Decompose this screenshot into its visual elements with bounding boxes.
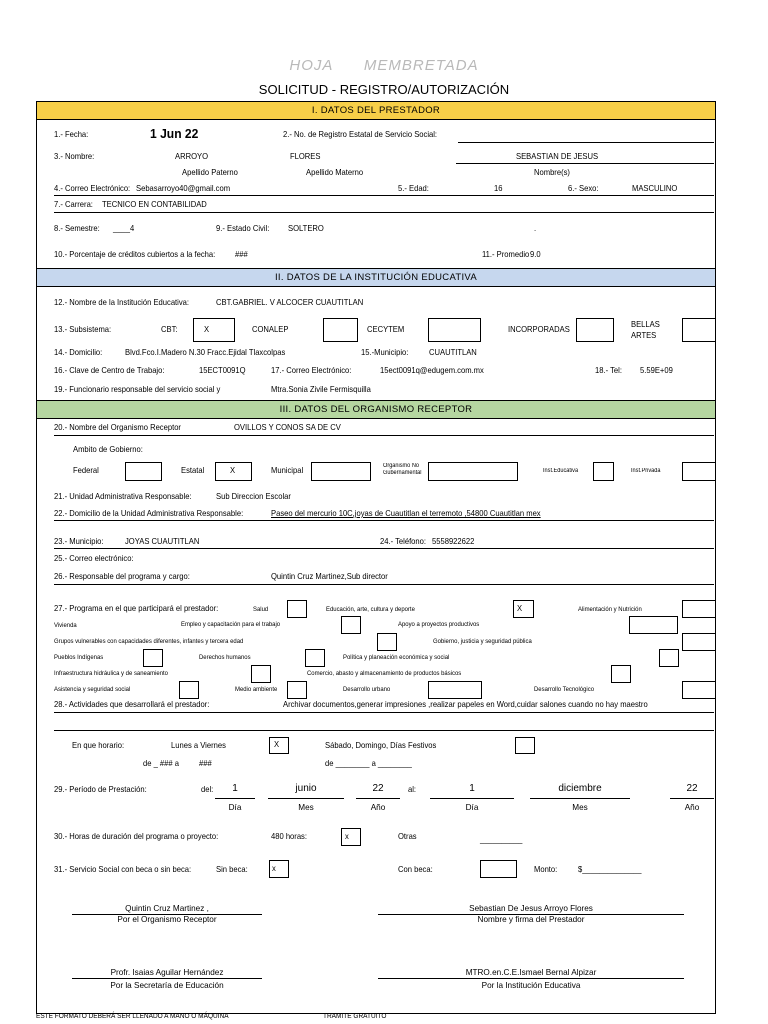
institucion-value[interactable]: CBT.GABRIEL. V ALCOCER CUAUTITLAN — [216, 298, 364, 307]
estatal-mark: X — [230, 466, 236, 475]
con-beca-checkbox[interactable] — [480, 860, 517, 878]
firma-prestador-nombre: Sebastian De Jesus Arroyo Flores — [469, 904, 593, 913]
sexo-value[interactable]: MASCULINO — [632, 184, 678, 193]
nombre-label: 3.- Nombre: — [54, 152, 95, 161]
firma-organismo-nombre: Quintin Cruz Martinez , — [125, 904, 209, 913]
beca-label: 31.- Servicio Social con beca o sin beca: — [54, 865, 192, 874]
horario-fs-range[interactable]: de ________ a ________ — [325, 759, 412, 768]
asistencia-checkbox[interactable] — [179, 681, 199, 699]
cecytem-checkbox[interactable] — [428, 318, 481, 342]
unidad-value[interactable]: Sub Direccion Escolar — [216, 492, 291, 501]
apoyo-label: Apoyo a proyectos productivos — [398, 621, 480, 628]
dot-mark: . — [534, 224, 537, 233]
medio-ambiente-label: Medio ambiente — [235, 686, 278, 693]
inicio-dia[interactable]: 1 — [232, 783, 238, 794]
gobierno-checkbox[interactable] — [682, 633, 716, 651]
semestre-label: 8.- Semestre: — [54, 224, 100, 233]
organismo-line — [54, 435, 714, 436]
firma-institucion-line — [378, 978, 684, 979]
clave-label: 16.- Clave de Centro de Trabajo: — [54, 366, 165, 375]
telefono-org-label: 24.- Teléfono: — [380, 537, 427, 546]
incorporadas-label: INCORPORADAS — [508, 325, 570, 334]
programa-label: 27.- Programa en el que participará el prestador: — [54, 604, 219, 613]
sin-beca-mark: x — [272, 864, 276, 873]
fin-mes-line — [530, 798, 630, 799]
inst-educativa-label: Inst.Educativa — [543, 468, 579, 474]
footer-right: TRAMITE GRATUITO — [323, 1013, 387, 1020]
registro-line[interactable] — [458, 142, 714, 143]
bellas-artes-checkbox[interactable] — [682, 318, 716, 342]
correo-value[interactable]: Sebasarroyo40@gmail.com — [136, 184, 231, 193]
correo-label: 4.- Correo Electrónico: — [54, 184, 131, 193]
municipio-org-line — [54, 548, 714, 549]
comercio-checkbox[interactable] — [611, 665, 631, 683]
educacion-label: Educación, arte, cultura y deporte — [326, 606, 415, 613]
firma-secretaria-nombre: Profr. Isaias Aguilar Hernández — [110, 968, 224, 977]
sin-beca-checkbox[interactable] — [269, 860, 289, 878]
inicio-dia-line — [215, 798, 255, 799]
al-label: al: — [408, 785, 417, 794]
actividades-line-1 — [54, 712, 714, 713]
municipal-checkbox[interactable] — [311, 462, 371, 481]
fin-mes-caption: Mes — [572, 803, 588, 812]
horas-mark: x — [345, 832, 349, 841]
inst-privada-checkbox[interactable] — [682, 462, 716, 481]
institucion-label: 12.- Nombre de la Institución Educativa: — [54, 298, 190, 307]
otras-label: Otras — [398, 832, 417, 841]
tecnologico-checkbox[interactable] — [682, 681, 716, 699]
responsable-label: 26.- Responsable del programa y cargo: — [54, 572, 190, 581]
municipio-org-value[interactable]: JOYAS CUAUTITLAN — [125, 537, 200, 546]
cbt-label: CBT: — [161, 325, 178, 334]
domicilio-label: 14.- Domicilio: — [54, 348, 103, 357]
firma-secretaria-line — [72, 978, 262, 979]
horario-lv-end[interactable]: ### — [199, 759, 212, 768]
educacion-checkbox[interactable] — [513, 600, 534, 618]
derechos-checkbox[interactable] — [305, 649, 325, 667]
infraestructura-label: Infraestructura hidráulica y de saneamiento — [54, 670, 168, 677]
medio-ambiente-checkbox[interactable] — [287, 681, 307, 699]
alimentacion-label: Alimentación y Nutrición — [578, 606, 642, 613]
actividades-line-2 — [54, 730, 714, 731]
sabado-label: Sábado, Domingo, Días Festivos — [325, 741, 437, 750]
pueblos-checkbox[interactable] — [143, 649, 163, 667]
alimentacion-checkbox[interactable] — [682, 600, 716, 618]
fin-anio[interactable]: 22 — [686, 783, 698, 794]
inicio-anio[interactable]: 22 — [372, 783, 384, 794]
urbano-checkbox[interactable] — [428, 681, 482, 699]
organismo-value[interactable]: OVILLOS Y CONOS SA DE CV — [234, 423, 341, 432]
politica-checkbox[interactable] — [659, 649, 679, 667]
clave-value[interactable]: 15ECT0091Q — [199, 366, 246, 375]
federal-checkbox[interactable] — [125, 462, 162, 481]
domicilio-unidad-label: 22.- Domicilio de la Unidad Administrativa Responsable: — [54, 509, 244, 518]
carrera-value[interactable]: TECNICO EN CONTABILIDAD — [102, 200, 207, 209]
sexo-label: 6.- Sexo: — [568, 184, 599, 193]
del-label: del: — [201, 785, 214, 794]
apellido-materno[interactable]: FLORES — [290, 152, 321, 161]
inicio-anio-line — [356, 798, 400, 799]
inicio-dia-caption: Día — [228, 803, 242, 812]
urbano-label: Desarrollo urbano — [343, 686, 391, 693]
lunes-label: Lunes a Viernes — [171, 741, 226, 750]
estatal-checkbox[interactable] — [215, 462, 252, 481]
fecha-label: 1.- Fecha: — [54, 130, 89, 139]
ong-label-2: Gubernamental — [383, 470, 422, 476]
fin-anio-line — [670, 798, 714, 799]
domicilio-value[interactable]: Blvd.Fco.I.Madero N.30 Fracc.Ejidal Tlaxcolpas — [125, 348, 286, 357]
actividades-value[interactable]: Archivar documentos,generar impresiones ,realizar papeles en Word,cuidar salones cuando no hay maestro — [283, 700, 648, 709]
comercio-label: Comercio, abasto y almacenamiento de productos básicos — [307, 670, 462, 677]
gobierno-label: Gobierno, justicia y seguridad pública — [433, 638, 532, 645]
derechos-label: Derechos humanos — [199, 654, 251, 661]
correo-inst-label: 17.- Correo Electrónico: — [271, 366, 352, 375]
section-3-header: III. DATOS DEL ORGANISMO RECEPTOR — [36, 400, 716, 419]
infraestructura-checkbox[interactable] — [251, 665, 271, 683]
empleo-checkbox[interactable] — [341, 616, 361, 634]
fin-dia[interactable]: 1 — [469, 783, 475, 794]
monto-label: Monto: — [534, 865, 558, 874]
con-beca-label: Con beca: — [398, 865, 433, 874]
lunes-mark: X — [274, 740, 280, 749]
edad-value[interactable]: 16 — [494, 184, 503, 193]
horario-label: En que horario: — [72, 741, 125, 750]
nombres-line — [456, 163, 714, 164]
inicio-mes[interactable]: junio — [295, 783, 317, 794]
monto-value[interactable]: $______________ — [578, 865, 642, 874]
correo-inst-value[interactable]: 15ect0091q@edugem.com.mx — [380, 366, 484, 375]
firma-institucion-rol: Por la Institución Educativa — [481, 981, 581, 990]
tel-inst-value[interactable]: 5.59E+09 — [640, 366, 673, 375]
section-2-box — [36, 268, 716, 402]
civil-value[interactable]: SOLTERO — [288, 224, 324, 233]
grupos-label: Grupos vulnerables con capacidades diferentes, infantes y tercera edad — [54, 638, 244, 645]
firma-secretaria-rol: Por la Secretaría de Educación — [110, 981, 224, 990]
telefono-org-value[interactable]: 5558922622 — [432, 537, 475, 546]
fin-anio-caption: Año — [684, 803, 700, 812]
unidad-label: 21.- Unidad Administrativa Responsable: — [54, 492, 192, 501]
promedio-value[interactable]: 9.0 — [530, 250, 541, 259]
fin-dia-line — [430, 798, 514, 799]
ambito-label: Ambito de Gobierno: — [73, 445, 143, 454]
funcionario-label: 19.- Funcionario responsable del servicio social y — [54, 385, 221, 394]
sin-beca-label: Sin beca: — [216, 865, 248, 874]
horas-label: 30.- Horas de duración del programa o proyecto: — [54, 832, 219, 841]
inst-privada-label: Inst.Privada — [631, 468, 661, 474]
municipal-label: Municipal — [271, 466, 304, 475]
bellas-label-2: ARTES — [631, 331, 657, 340]
ong-checkbox[interactable] — [428, 462, 518, 481]
estatal-label: Estatal — [181, 466, 205, 475]
municipio-org-label: 23.- Municipio: — [54, 537, 104, 546]
salud-checkbox[interactable] — [287, 600, 307, 618]
responsable-value[interactable]: Quintin Cruz Martinez,Sub director — [271, 572, 388, 581]
domicilio-unidad-value[interactable]: Paseo del mercurio 10C,joyas de Cuautitlan el terremoto ,54800 Cuautitlan mex — [271, 509, 541, 518]
apoyo-checkbox[interactable] — [629, 616, 678, 634]
organismo-label: 20.- Nombre del Organismo Receptor — [54, 423, 181, 432]
firma-institucion-nombre: MTRO.en.C.E.Ismael Bernal Alpizar — [465, 968, 597, 977]
salud-label: Salud — [253, 606, 269, 613]
civil-label: 9.- Estado Civil: — [216, 224, 270, 233]
inicio-anio-caption: Año — [370, 803, 386, 812]
actividades-label: 28.- Actividades que desarrollará el prestador: — [54, 700, 210, 709]
tecnologico-label: Desarrollo Tecnológico — [534, 686, 595, 693]
conalep-checkbox[interactable] — [323, 318, 358, 342]
fin-dia-caption: Día — [465, 803, 479, 812]
otras-line[interactable]: __________ — [480, 835, 523, 844]
carrera-label: 7.- Carrera: — [54, 200, 93, 209]
inicio-mes-caption: Mes — [298, 803, 314, 812]
promedio-label: 11.- Promedio — [482, 250, 530, 259]
footer-left: ESTE FORMATO DEBERÁ SER LLENADO A MANO O MÁQUINA — [36, 1013, 229, 1020]
responsable-line — [54, 584, 714, 585]
nombres-value[interactable]: SEBASTIAN DE JESUS — [516, 152, 599, 161]
bellas-label-1: BELLAS — [631, 320, 660, 329]
educacion-mark: X — [517, 604, 523, 613]
nombres-caption: Nombre(s) — [534, 168, 570, 177]
ong-label-1: Organismo No — [383, 463, 419, 469]
firma-organismo-rol: Por el Organismo Receptor — [117, 915, 217, 924]
creditos-value[interactable]: ### — [235, 250, 248, 259]
semestre-value[interactable]: ____4 — [113, 224, 135, 233]
correo-org-label: 25.- Correo electrónico: — [54, 554, 134, 563]
creditos-label: 10.- Porcentaje de créditos cubiertos a la fecha: — [54, 250, 216, 259]
municipio-label: 15.-Municipio: — [361, 348, 409, 357]
federal-label: Federal — [73, 466, 99, 475]
paterno-caption: Apellido Paterno — [182, 168, 238, 177]
carrera-line — [54, 212, 714, 213]
incorporadas-checkbox[interactable] — [576, 318, 614, 342]
letterhead: HOJA MEMBRETADA — [289, 57, 479, 74]
horas-value: 480 horas: — [271, 832, 307, 841]
fecha-value[interactable]: 1 Jun 22 — [150, 126, 199, 141]
materno-caption: Apellido Materno — [306, 168, 364, 177]
asistencia-label: Asistencia y seguridad social — [54, 686, 131, 693]
empleo-label: Empleo y capacitación para el trabajo — [181, 621, 281, 628]
inst-educativa-checkbox[interactable] — [593, 462, 614, 481]
conalep-label: CONALEP — [252, 325, 289, 334]
section-2-header: II. DATOS DE LA INSTITUCIÓN EDUCATIVA — [36, 268, 716, 287]
subsistema-label: 13.- Subsistema: — [54, 325, 112, 334]
form-title: SOLICITUD - REGISTRO/AUTORIZACIÓN — [258, 82, 510, 97]
registro-label: 2.- No. de Registro Estatal de Servicio Social: — [283, 130, 438, 139]
tel-inst-label: 18.- Tel: — [595, 366, 622, 375]
fin-mes[interactable]: diciembre — [558, 783, 602, 794]
municipio-value[interactable]: CUAUTITLAN — [429, 348, 477, 357]
funcionario-value[interactable]: Mtra.Sonia Zivile Fermisquilla — [271, 385, 371, 394]
horas-checkbox[interactable] — [341, 828, 361, 846]
cecytem-label: CECYTEM — [367, 325, 405, 334]
section-1-header: I. DATOS DEL PRESTADOR — [36, 101, 716, 120]
cbt-mark: X — [204, 325, 210, 334]
firma-prestador-rol: Nombre y firma del Prestador — [477, 915, 585, 924]
inicio-mes-line — [268, 798, 344, 799]
domicilio-unidad-line — [54, 520, 714, 521]
cbt-checkbox[interactable] — [193, 318, 235, 342]
politica-label: Política y planeación económica y social — [343, 654, 450, 661]
vivienda-label: Vivienda — [54, 622, 77, 629]
pueblos-label: Pueblos Indígenas — [54, 654, 104, 661]
grupos-checkbox[interactable] — [377, 633, 397, 651]
apellido-paterno[interactable]: ARROYO — [175, 152, 209, 161]
correo-line — [54, 195, 714, 196]
sabado-checkbox[interactable] — [515, 737, 535, 754]
lunes-checkbox[interactable] — [269, 737, 289, 754]
horario-lv-range[interactable]: de _ ### a — [143, 759, 179, 768]
periodo-label: 29.- Período de Prestación: — [54, 785, 147, 794]
edad-label: 5.- Edad: — [398, 184, 429, 193]
